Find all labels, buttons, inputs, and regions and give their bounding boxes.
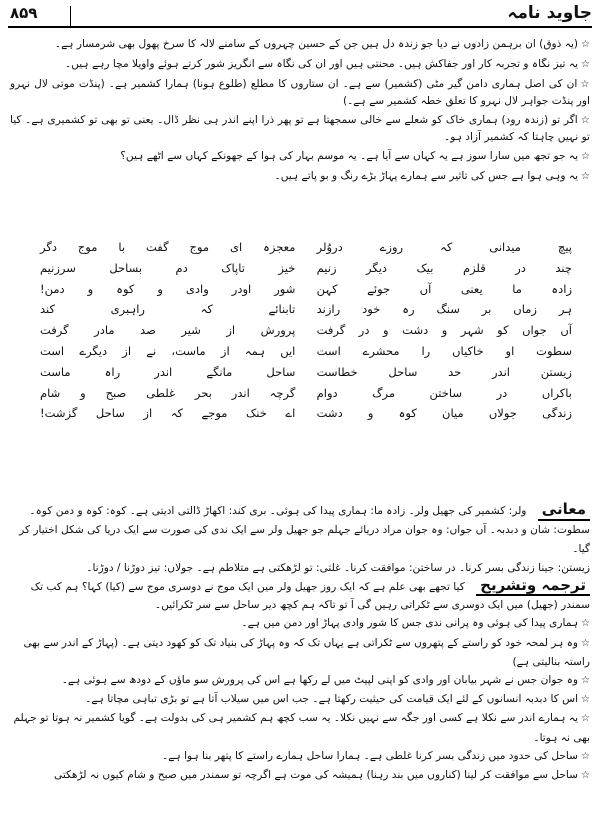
star-icon: ☆ — [581, 694, 590, 706]
translation-paragraph: ☆یہ ہمارے اندر سے نکلا ہے کسی اور جگہ سے نہیں نکلا۔ یہ سب کچھ ہم کشمیر ہی کی بدولت ہے۔ گویا کشمیر نہ ہوتا تو جہلم بھی نہ ہوتا۔ — [13, 712, 590, 744]
verse-hemistich: پیچ میدانی کہ روزے دروُلر — [316, 240, 572, 254]
glossary-line: معانی ولر: کشمیر کی جھیل ولر۔ زادہ ما: ہماری پیدا کی ہوئی۔ بری کند: اکھاڑ ڈالتی ادیتی ہے۔ کوہ: کوہ و دمن کوہ۔ — [10, 500, 590, 521]
verse-hemistich: پرورش از شیر صد مادر گرفت — [40, 323, 296, 338]
star-icon: ☆ — [580, 79, 590, 90]
verse-hemistich: زندگی جولاں میان کوہ و دشت — [316, 406, 572, 421]
page-number: ۸۵۹ — [10, 4, 38, 22]
note-paragraph: ☆ان کی اصل ہماری دامن گیر مٹی (کشمیر) سے ہے۔ ان ستاروں کا مطلع (طلوع ہونا) ہمارا کشمیر ہے۔ (پنڈت موتی لال نہرو اور پنڈت جواہر لال نہرو کا تعلق خطہ کشمیر سے ہے۔) — [10, 78, 590, 107]
verse-hemistich: سطوت او خاکیاں را محشرے است — [316, 343, 572, 358]
verse-hemistich: تابنائے کہ راہبری کند — [40, 302, 296, 317]
verse-hemistich: زیستن اندر حد ساحل خطاست — [316, 364, 572, 379]
translation-paragraph: ☆ساحل سے موافقت کر لینا (کناروں میں بند رہنا) ہمیشہ کی موت ہے اگرچہ تو سمندر میں صبح و شام کیوں نہ لڑھکتی — [53, 769, 590, 782]
glossary-heading: معانی — [538, 500, 590, 521]
verse-hemistich: باکراں در ساختن مرگ دوام — [316, 385, 572, 400]
star-icon: ☆ — [581, 171, 590, 182]
note-paragraph: ☆یہ جو تجھ میں سارا سوز ہے یہ کہاں سے آیا ہے۔ یہ موسم بہار کی ہوا کے جھونکے کہاں سے اٹھے ہیں؟ — [120, 150, 590, 162]
verse-couplet — [40, 279, 572, 300]
verse-couplet — [40, 362, 572, 383]
page-number-box — [8, 6, 71, 26]
star-icon: ☆ — [581, 750, 590, 762]
star-icon: ☆ — [581, 770, 590, 782]
verse-couplet — [40, 237, 572, 258]
verse-block — [40, 237, 572, 487]
verse-couplet — [40, 383, 572, 404]
translation-paragraph: ☆وہ ہر لمحہ خود کو راستے کے پتھروں سے ٹکراتی ہے یہاں تک کہ وہ پہاڑ کی بنیاد تک کو کھود دیتی ہے۔ (پہاڑ کے اندر سے بھی راستہ بنالیتی ہے) — [23, 636, 590, 668]
star-icon: ☆ — [581, 637, 590, 649]
note-paragraph: ☆(یہ ذوق) ان برہمن زادوں نے دیا جو زندہ دل ہیں جن کے حسین چہروں کے سامنے لالہ کا سرخ پھول بھی شرمسار ہے۔ — [54, 38, 590, 50]
star-icon: ☆ — [581, 713, 590, 725]
note-paragraph: ☆یہ وہی ہوا ہے جس کی تاثیر سے ہمارے پہاڑ بڑے رنگ و بو پاتے ہیں۔ — [274, 170, 590, 182]
verse-hemistich: خیز تاپاک دم بساحل سرزنیم — [40, 260, 296, 275]
translation-paragraph: ☆ساحل کی حدود میں زندگی بسر کرنا غلطی ہے۔ ہمارا ساحل ہمارے راستے کا پتھر بنا ہوا ہے۔ — [162, 749, 590, 762]
verse-hemistich: آں جواں کو شہر و دشت و در گرفت — [316, 323, 572, 338]
verse-couplet — [40, 320, 572, 341]
glossary-line: زیستن: جینا زندگی بسر کرنا۔ در ساختن: موافقت کرنا۔ غلتی: تو لڑھکتی ہے متلاطم ہے۔ جولاں: تیز دوڑنا / دوڑنا۔ — [86, 562, 590, 574]
translation-paragraph: ☆ہماری پیدا کی ہوئی وہ پرانی ندی جس کا شور وادی پہاڑ اور دمن میں ہے۔ — [241, 617, 590, 630]
verse-hemistich: زادہ ما یعنی آں جوئے کہن — [316, 281, 572, 296]
translation-heading: ترجمہ وتشریح — [476, 576, 590, 596]
glossary-section — [10, 500, 590, 578]
verse-couplet — [40, 299, 572, 320]
notes-section — [10, 36, 590, 188]
verse-hemistich: اے خنک موجے کہ از ساحل گزشت! — [40, 406, 296, 421]
star-icon: ☆ — [581, 675, 590, 687]
header-rule — [8, 26, 592, 28]
translation-paragraph: ☆وہ جوان جس نے شہر بیابان اور وادی کو اپنی لپیٹ میں لے رکھا ہے اس کی پرورش سو ماؤں کے دودھ سے ہوئی ہے۔ — [61, 674, 590, 687]
star-icon: ☆ — [581, 59, 590, 70]
star-icon: ☆ — [581, 39, 590, 50]
note-paragraph: ☆یہ تیز نگاہ و تجربہ کار اور جفاکش ہیں۔ محنتی ہیں اور ان کی نگاہ سے انگریز شور کرتے ہوئے واویلا مچا رہے ہیں۔ — [64, 58, 590, 70]
verse-hemistich: ہر زماں بر سنگ رہ خود رازند — [316, 302, 572, 317]
star-icon: ☆ — [581, 618, 590, 630]
glossary-line: سطوت: شان و دبدبہ۔ آں جواں: وہ جوان مراد دریائے جہلم جو جھیل ولر سے ایک ندی کی صورت سے ایک دریا کی شکل اختیار کر گیا۔ — [19, 524, 590, 555]
verse-hemistich: معجزہ ای موج گفت با موج دگر — [40, 240, 296, 254]
verse-couplet — [40, 403, 572, 424]
verse-couplet — [40, 341, 572, 362]
translation-paragraph: ترجمہ وتشریح کیا تجھے بھی علم ہے کہ ایک روز جھیل ولر میں ایک موج نے دوسری موج سے (کیا) کہا؟ ہم کب تک سمندر (جھیل) میں ایک دوسری سے ٹکراتی رہیں گی آ تو تاکہ ہم کچھ دیر ساحل سے سر ٹکرائیں۔ — [30, 576, 590, 612]
star-icon: ☆ — [581, 151, 590, 162]
note-paragraph: ☆اگر تو (زندہ رود) ہماری خاک کو شعلے سے خالی سمجھتا ہے تو پھر ذرا اپنے اندر ہی نظر ڈال۔ یعنی تو بھی تو کشمیری ہے۔ کیا تو نہیں چاہتا کہ کشمیر آزاد ہو۔ — [10, 114, 591, 143]
verse-hemistich: ساحل مانگے اندر راہ ماست — [40, 364, 296, 379]
translation-section — [10, 576, 590, 785]
verse-hemistich: چند در قلزم بیک دیگر زنیم — [316, 260, 572, 275]
translation-paragraph: ☆اس کا دبدبہ انسانوں کے لئے ایک قیامت کی حیثیت رکھتا ہے۔ جب اس میں سیلاب آتا ہے تو بڑی تباہی مچاتا ہے۔ — [85, 693, 590, 706]
verse-hemistich: شور اودر وادی و کوہ و دمن! — [40, 281, 296, 296]
page-header — [8, 4, 592, 26]
verse-couplet — [40, 258, 572, 279]
star-icon: ☆ — [580, 115, 591, 126]
verse-hemistich: گرچہ اندر بحر غلطی صبح و شام — [40, 385, 296, 400]
verse-hemistich: ایں ہمہ از ماست، نے از دیگرے است — [40, 343, 296, 358]
book-title: جاوید نامہ — [507, 3, 592, 23]
